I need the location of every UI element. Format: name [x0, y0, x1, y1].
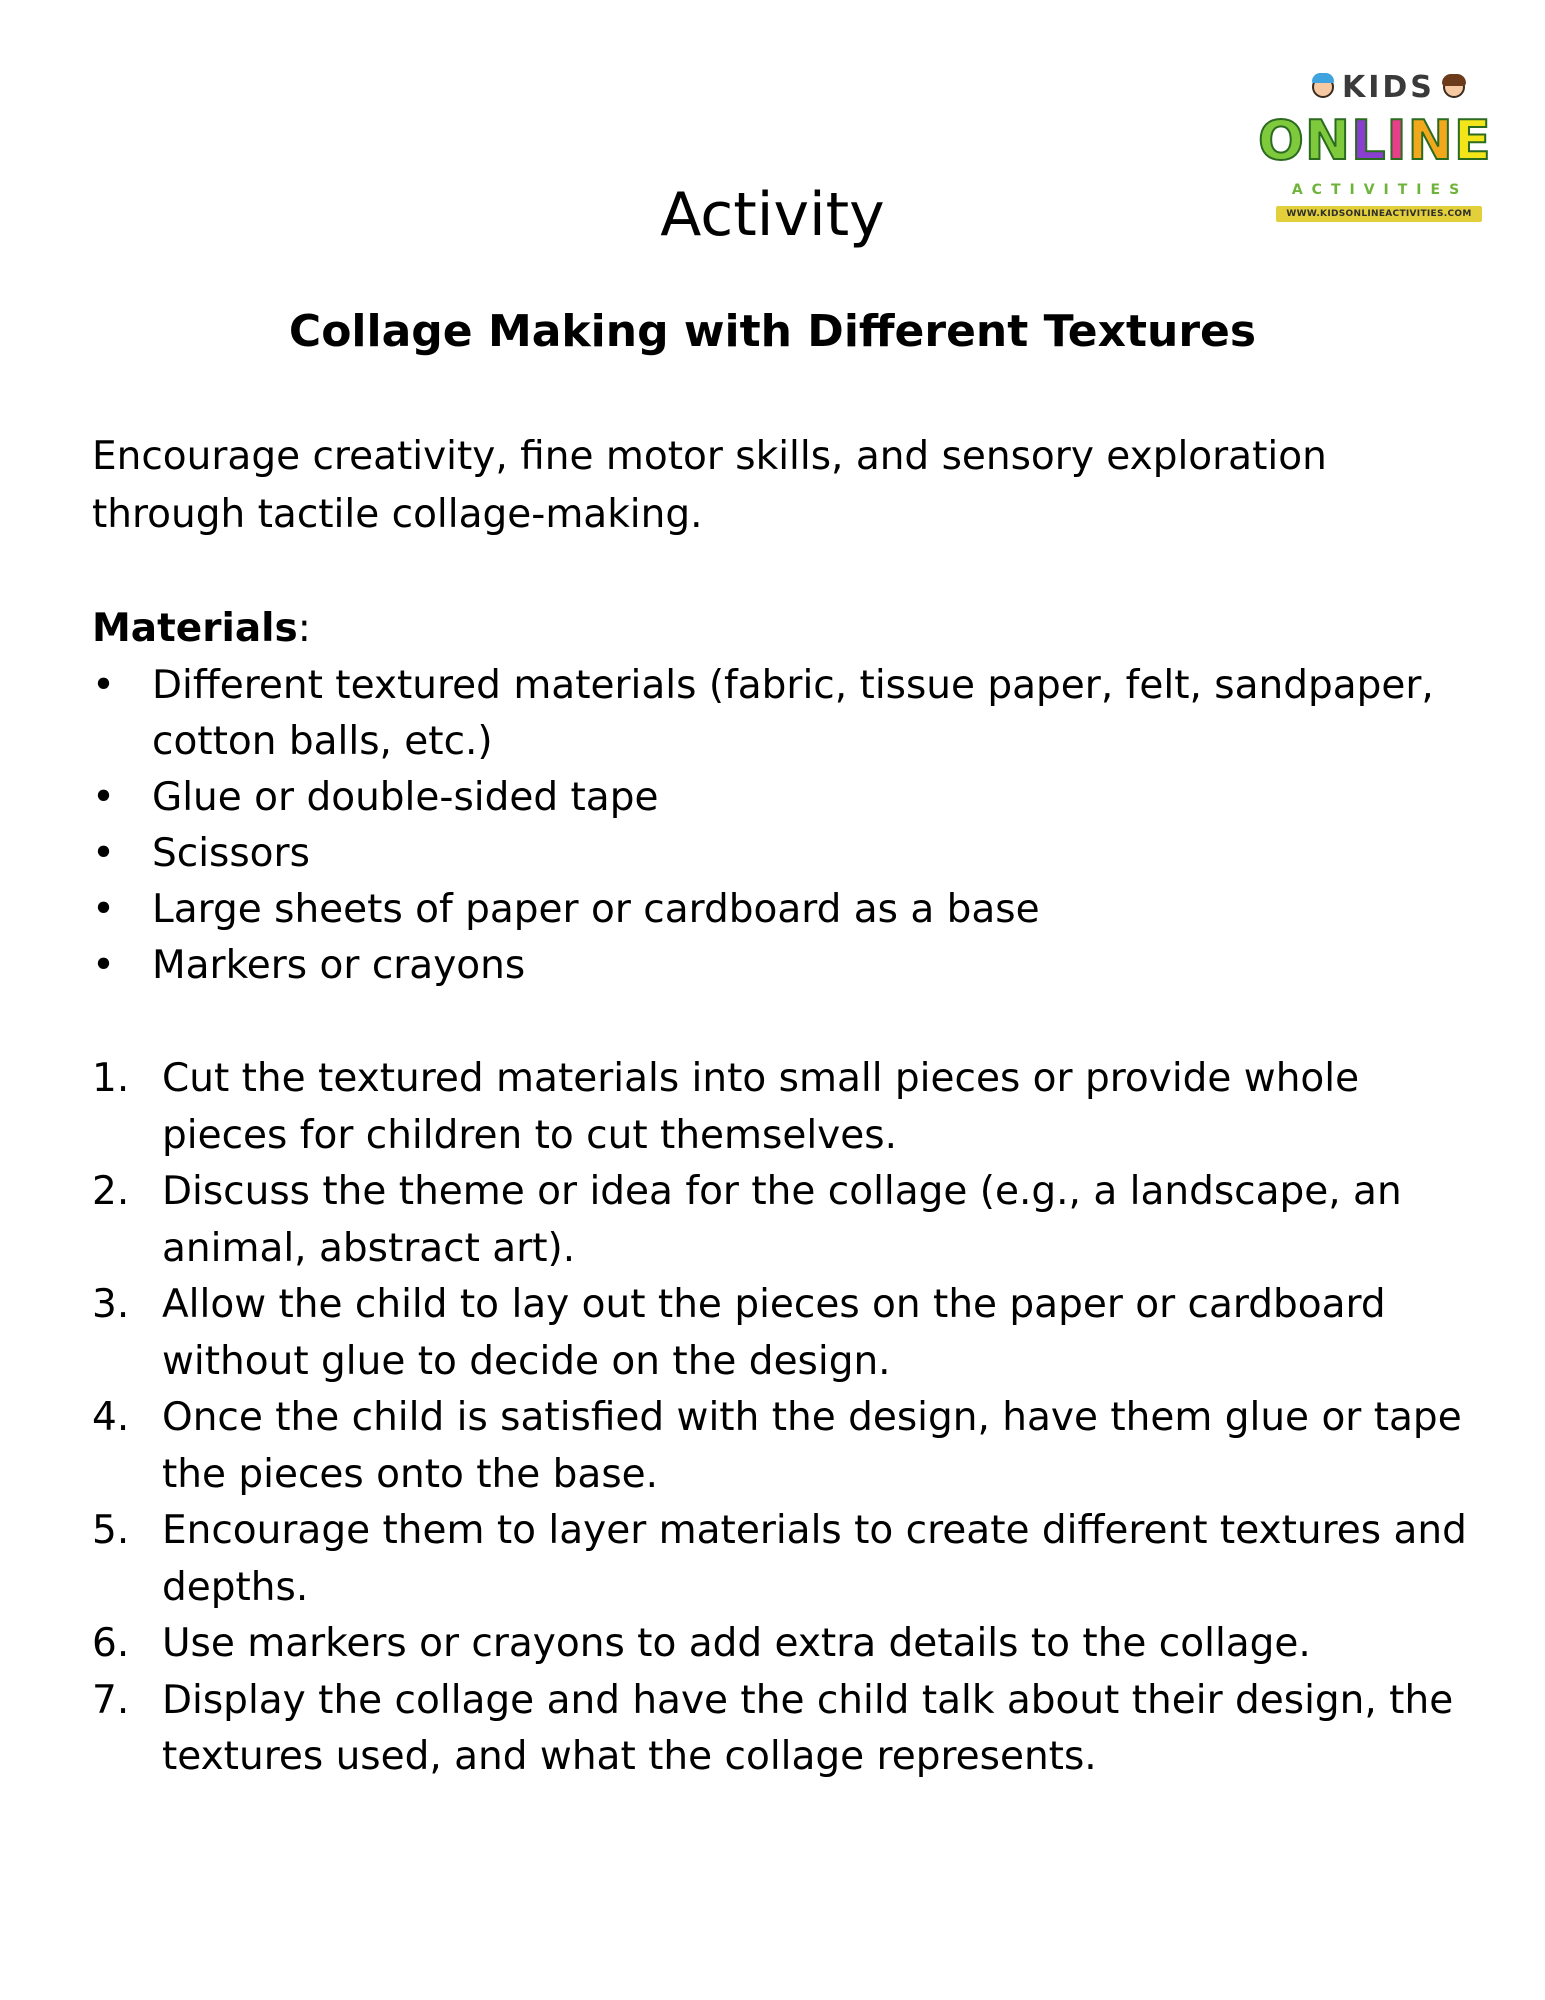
logo-online-letter: E [1453, 109, 1492, 172]
bullet-icon: • [92, 775, 116, 820]
step-text: Cut the textured materials into small pieces or provide whole pieces for children to cut themselves. [162, 1056, 1360, 1158]
steps-list [92, 1051, 1472, 1786]
logo-kids-row [1312, 70, 1465, 104]
materials-list [92, 658, 1452, 994]
step-text: Encourage them to layer materials to create different textures and depths. [162, 1508, 1467, 1610]
logo-online-text [1258, 109, 1492, 172]
list-item [92, 658, 1452, 770]
material-text: Glue or double-sided tape [152, 775, 659, 820]
logo-kids-text: KIDS [1342, 69, 1435, 105]
material-text: Markers or crayons [152, 943, 526, 988]
activity-subtitle: Collage Making with Different Textures [288, 306, 1257, 357]
list-item [92, 882, 1452, 938]
step-number: 5. [92, 1508, 130, 1553]
logo-online-letter: L [1351, 109, 1387, 172]
logo-activities-text: ACTIVITIES [1291, 182, 1469, 198]
step-text: Use markers or crayons to add extra details to the collage. [162, 1621, 1311, 1666]
step-text: Allow the child to lay out the pieces on the paper or cardboard without glue to decide on the design. [162, 1282, 1386, 1384]
list-item [92, 1673, 1472, 1786]
bullet-icon: • [92, 887, 116, 932]
step-number: 3. [92, 1282, 130, 1327]
logo-online-letter: N [1304, 109, 1352, 172]
list-item [92, 938, 1452, 994]
list-item [92, 826, 1452, 882]
list-item [92, 1051, 1472, 1164]
material-text: Large sheets of paper or cardboard as a base [152, 887, 1040, 932]
logo-online-letter: N [1407, 109, 1454, 172]
materials-heading-label: Materials [92, 606, 298, 651]
materials-heading [92, 600, 311, 658]
logo-online-letter: O [1258, 109, 1305, 172]
list-item [92, 1503, 1472, 1616]
girl-face-icon [1443, 76, 1465, 98]
page-title: Activity [660, 180, 885, 250]
step-number: 2. [92, 1169, 130, 1214]
step-text: Discuss the theme or idea for the collage (e.g., a landscape, an animal, abstract art). [162, 1169, 1402, 1271]
bullet-icon: • [92, 831, 116, 876]
step-text: Once the child is satisfied with the design, have them glue or tape the pieces onto the base. [162, 1395, 1462, 1497]
bullet-icon: • [92, 943, 116, 988]
list-item [92, 1616, 1472, 1673]
boy-face-icon [1312, 76, 1334, 98]
material-text: Scissors [152, 831, 310, 876]
intro-paragraph: Encourage creativity, fine motor skills, and sensory exploration through tactile collage-making. [92, 434, 1327, 537]
list-item [92, 1164, 1472, 1277]
step-number: 6. [92, 1621, 130, 1666]
step-number: 7. [92, 1677, 130, 1723]
list-item [92, 770, 1452, 826]
bullet-icon: • [92, 663, 116, 708]
step-number: 1. [92, 1056, 130, 1101]
step-number: 4. [92, 1395, 130, 1440]
step-text: Display the collage and have the child talk about their design, the textures used, and what the collage represents. [162, 1677, 1454, 1779]
material-text: Different textured materials (fabric, tissue paper, felt, sandpaper, cotton balls, etc.) [152, 663, 1434, 764]
materials-heading-colon: : [297, 606, 311, 651]
list-item [92, 1390, 1472, 1503]
logo-online-letter: I [1386, 109, 1408, 172]
logo-url-banner: WWW.KIDSONLINEACTIVITIES.COM [1276, 206, 1482, 222]
list-item [92, 1277, 1472, 1390]
